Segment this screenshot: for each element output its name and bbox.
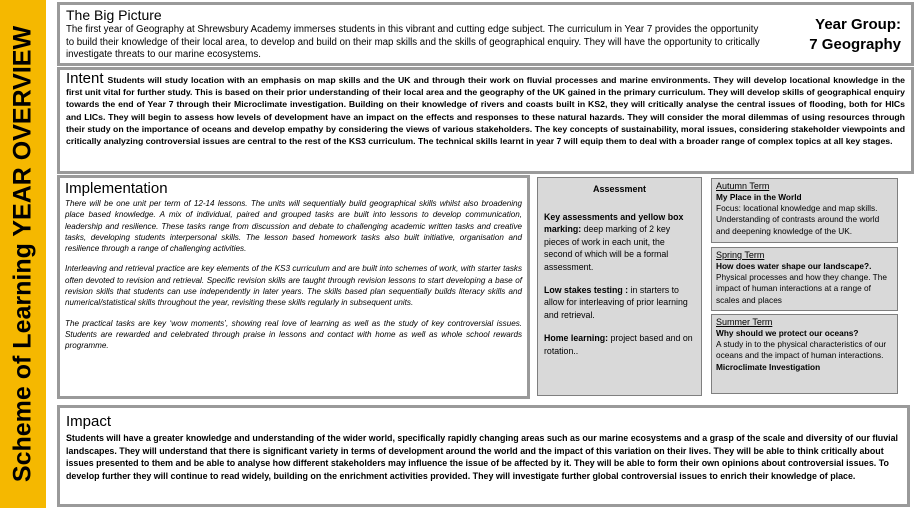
- autumn-term-title: My Place in the World: [716, 192, 802, 202]
- autumn-term-heading: Autumn Term: [716, 181, 770, 191]
- side-title: Scheme of Learning YEAR OVERVIEW: [8, 25, 37, 483]
- year-group: [809, 15, 901, 55]
- summer-term-heading: Summer Term: [716, 317, 773, 327]
- assessment-item-title: Low stakes testing :: [544, 285, 629, 296]
- assessment-item-text: deep marking of 2 key pieces of work in each unit, the second of which will be a formal assessment.: [544, 224, 671, 272]
- assessment-item: [544, 211, 695, 273]
- assessment-item: [544, 284, 695, 321]
- impact-section: [57, 405, 910, 507]
- summer-term-line: A study in to the physical characteristics of our oceans and the impact of human interactions.: [716, 339, 887, 361]
- intent-section: [57, 67, 914, 174]
- implementation-paragraph-3: The practical tasks are key ‘wow moments’, showing real love of learning as well as the study of key controversial issues. Students are rewarded and celebrated through praise in lessons and contact with home as well as whole school rewards programme.: [65, 318, 522, 351]
- big-picture-section: [57, 2, 914, 66]
- assessment-item-text: project based and on rotation..: [544, 333, 693, 356]
- assessment-item-title: Key assessments and yellow box marking:: [544, 212, 684, 235]
- spring-term-panel: [711, 247, 898, 311]
- implementation-section: [57, 175, 530, 399]
- autumn-term-line: Understanding of contrasts around the world and deepening knowledge of the UK.: [716, 214, 880, 236]
- intent-text-rest: with an emphasis on map skills and the UK and through their work on fluvial processes and marine environments. They will develop locational knowledge in the first unit vital for further study. This is based on their prior understanding of their local area and the geography of the UK gained in the primary curriculum. They will develop skills of geographical enquiry towards the end of Year 7 through their Microclimate investigation. Building on their knowledge of rivers and coasts built in KS2, they will critically analyse the central issues of flooding, both for HICs and LICs. They will begin to assess how levels of development have an impact on the effects and responses to these natural hazards. They will consider the moral dilemmas of using resources through their study on the importance of oceans and develop empathy by considering the views of various stakeholders. The key concepts of sustainability, moral issues, considering stakeholder viewpoints and critically analyzing controversial issues are central to the rest of the KS3 curriculum. The technical skills learnt in year 7 will equip them to deal with a broader range of complex topics at all key stages.: [66, 75, 906, 147]
- intent-text-start: Students will: [107, 75, 165, 85]
- implementation-paragraph-2: Interleaving and retrieval practice are key elements of the KS3 curriculum and are built into schemes of work, with starter tasks often devoted to revision and retrieval. Specific revision skills are taught through revision lessons to start developing a base of revision skills that students can use independently in later years. The skills based plan sequentially builds literacy skills and numerical/statistical skills throughout the year, revisiting these skills regularly in subsequent units.: [65, 264, 522, 308]
- intent-bold-phrase: study location: [164, 75, 225, 85]
- assessment-item: [544, 332, 695, 357]
- spring-term-line: Physical processes and how they change. The impact of human interactions at a range of scales and places: [716, 272, 887, 305]
- spring-term-heading: Spring Term: [716, 250, 765, 260]
- assessment-heading: Assessment: [592, 184, 647, 194]
- big-picture-text: The first year of Geography at Shrewsbury Academy immerses students in this vibrant and cutting edge subject. The curriculum in Year 7 provides the opportunity to build their knowledge of their local area, to develop and build on their map skills and the skills of geographical enquiry. They will have the opportunity to critically investigate threats to our marine ecosystems.: [66, 24, 760, 60]
- impact-heading: Impact: [66, 413, 112, 430]
- assessment-item-title: Home learning:: [544, 333, 609, 344]
- assessment-item-text: in starters to allow for interleaving of prior learning and retrieval.: [544, 285, 688, 320]
- intent-text: [66, 70, 906, 147]
- year-group-value: 7 Geography: [809, 36, 901, 53]
- big-picture-heading: The Big Picture: [66, 7, 162, 23]
- summer-term-title: Why should we protect our oceans?: [716, 328, 859, 338]
- year-group-label: Year Group:: [815, 16, 901, 33]
- spring-term-title: How does water shape our landscape?.: [716, 261, 872, 271]
- impact-text: [66, 432, 901, 482]
- assessment-panel: [537, 177, 702, 396]
- intent-heading: Intent: [66, 70, 104, 87]
- autumn-term-line: Focus: locational knowledge and map skills.: [716, 203, 878, 214]
- implementation-paragraph-1: There will be one unit per term of 12-14 lessons. The units will sequentially build geographical skills whilst also broadening place based knowledge. A mix of individual, paired and grouped tasks are built into lessons to develop communication, leadership and resilience. These tasks range from discussion and debate to challenging academic written tasks and creative tasks, developing students interpersonal skills. The lesson based homework tasks also built initiative, organisation and resilience through a range of challenging activities.: [65, 199, 522, 254]
- implementation-heading: Implementation: [65, 180, 168, 197]
- impact-text-body: Students will have a greater knowledge and understanding of the wider world, specifically rapidly changing areas such as our marine ecosystems and a grasp of the scale and diversity of our fluvial landscapes. They will understand that there is significant variety in terms of development around the world and the impact of this variation on their lives. They will be able to think critically about issues presented to them and be able to analyse how different stakeholders may influence the issue of be affected by it. They will be able to form their own opinions about controversial issues. To develop further they will continue to read widely, building on the enrichment activities provided. They will investigate further global controversial issues to enrich their knowledge of place.: [66, 433, 899, 481]
- summer-term-extra: Microclimate Investigation: [716, 361, 821, 372]
- side-banner: [0, 0, 46, 508]
- autumn-term-panel: [711, 178, 898, 243]
- summer-term-panel: [711, 314, 898, 394]
